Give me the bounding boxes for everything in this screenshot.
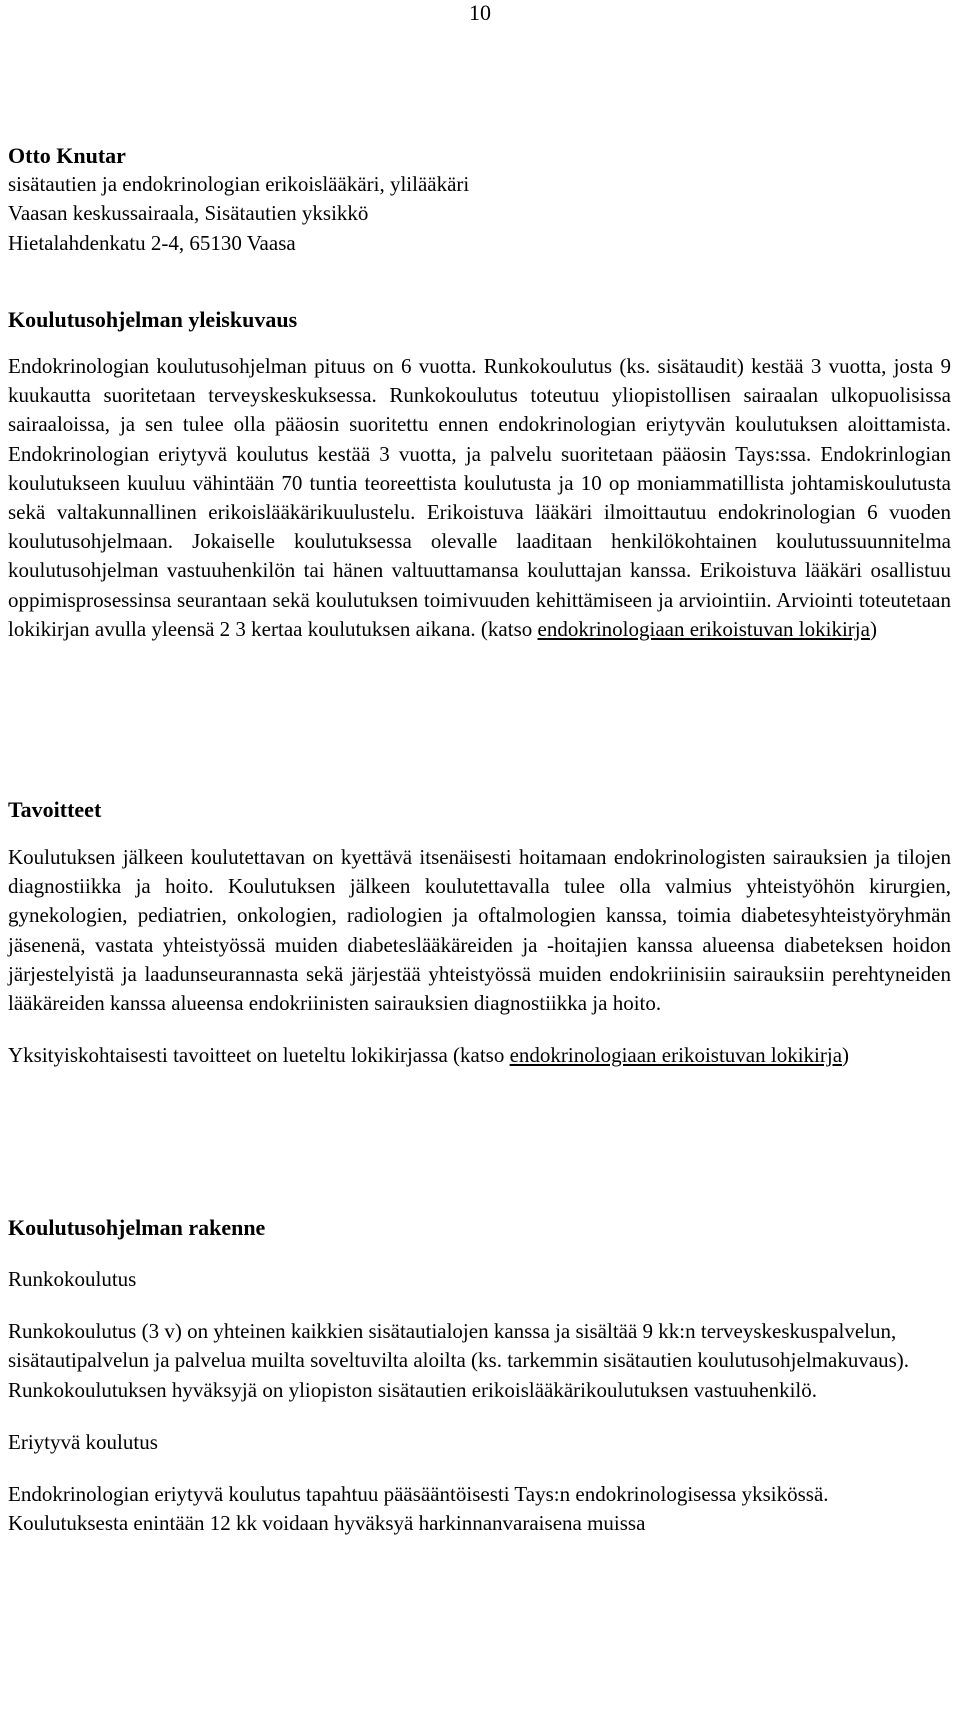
overview-paragraph [8, 352, 951, 644]
structure-sub2: Eriytyvä koulutus [8, 1429, 158, 1454]
overview-body: Endokrinologian koulutusohjelman pituus on 6 vuotta. Runkokoulutus (ks. sisätaudit) kestää 3 vuotta, josta 9 kuukautta suoritetaan terveyskeskuksessa. Runkokoulutus toteutuu yliopistollisen sairaalan ulkopuolisissa sairaaloissa, ja sen tulee olla pääosin suoritettu ennen endokrinologian eriytyvän koulutuksen aloittamista. Endokrinologian eriytyvä koulutus kestää 3 vuotta, ja palvelu suoritetaan pääosin Tays:ssa. Endokrinlogian koulutukseen kuuluu vähintään 70 tuntia teoreettista koulutusta ja 10 op moniammatillista johtamiskoulutusta sekä valtakunnallinen erikoislääkärikuulustelu. Erikoistuva lääkäri ilmoittautuu endokrinologian 6 vuoden koulutusohjelmaan. Jokaiselle koulutuksessa olevalle laaditaan henkilökohtainen koulutussuunnitelma koulutusohjelman vastuuhenkilön tai hänen valtuuttamansa kouluttajan kanssa. Erikoistuva lääkäri osallistuu oppimisprosessinsa seurantaan sekä koulutuksen toimivuuden kehittämiseen ja arviointiin. Arviointi toteutetaan lokikirjan avulla yleensä 2 3 kertaa koulutuksen aikana. (katso [8, 354, 951, 641]
goals-body2-end: ) [842, 1043, 850, 1068]
page-number: 10 [469, 0, 491, 25]
overview-heading: Koulutusohjelman yleiskuvaus [8, 307, 298, 332]
author-organization: Vaasan keskussairaala, Sisätautien yksikkö [8, 201, 369, 226]
structure-body1: Runkokoulutus (3 v) on yhteinen kaikkien sisätautialojen kanssa ja sisältää 9 kk:n terveyskeskuspalvelun, sisätautipalvelun ja palvelua muilta soveltuvilta aloilta (ks. tarkemmin sisätautien koulutusohjelmakuvaus). Runkokoulutuksen hyväksyjä on yliopiston sisätautien erikoislääkärikoulutuksen vastuuhenkilö. [8, 1319, 910, 1402]
author-address: Hietalahdenkatu 2-4, 65130 Vaasa [8, 230, 296, 255]
goals-heading: Tavoitteet [8, 797, 102, 822]
goals-paragraph: Koulutuksen jälkeen koulutettavan on kyettävä itsenäisesti hoitamaan endokrinologisten sairauksien ja tilojen diagnostiikka ja hoito. Koulutuksen jälkeen koulutettavalla tulee olla valmius yhteistyöhön kirurgien, gynekologien, pediatrien, onkologien, radiologien ja oftalmologien kanssa, toimia diabetesyhteistyöryhmän jäsenenä, vastata yhteistyössä muiden diabeteslääkäreiden ja -hoitajien kanssa alueensa diabeteksen hoidon järjestelyistä ja laadunseurannasta sekä järjestää yhteistyössä muiden endokriinisiin sairauksiin perehtyneiden lääkäreiden kanssa alueensa endokriinisten sairauksien diagnostiikka ja hoito. [8, 845, 951, 1016]
author-block [8, 141, 951, 258]
goals-paragraph-2 [8, 1041, 951, 1070]
goals-body2: Yksityiskohtaisesti tavoitteet on lueteltu lokikirjassa (katso [8, 1043, 510, 1068]
section-goals [8, 795, 951, 1070]
section-structure [8, 1213, 951, 1538]
section-overview [8, 305, 951, 644]
structure-heading: Koulutusohjelman rakenne [8, 1215, 266, 1240]
overview-body-end: ) [869, 616, 877, 641]
author-title: sisätautien ja endokrinologian erikoislääkäri, ylilääkäri [8, 172, 470, 197]
structure-sub1: Runkokoulutus [8, 1267, 137, 1291]
goals-lokikirja-link[interactable]: endokrinologiaan erikoistuvan lokikirja [509, 1043, 843, 1068]
author-name: Otto Knutar [8, 143, 126, 168]
lokikirja-link[interactable]: endokrinologiaan erikoistuvan lokikirja [537, 616, 870, 641]
structure-body2: Endokrinologian eriytyvä koulutus tapahtuu pääsääntöisesti Tays:n endokrinologisessa yksikössä. Koulutuksesta enintään 12 kk voidaan hyväksyä harkinnanvaraisena muissa [8, 1482, 829, 1536]
